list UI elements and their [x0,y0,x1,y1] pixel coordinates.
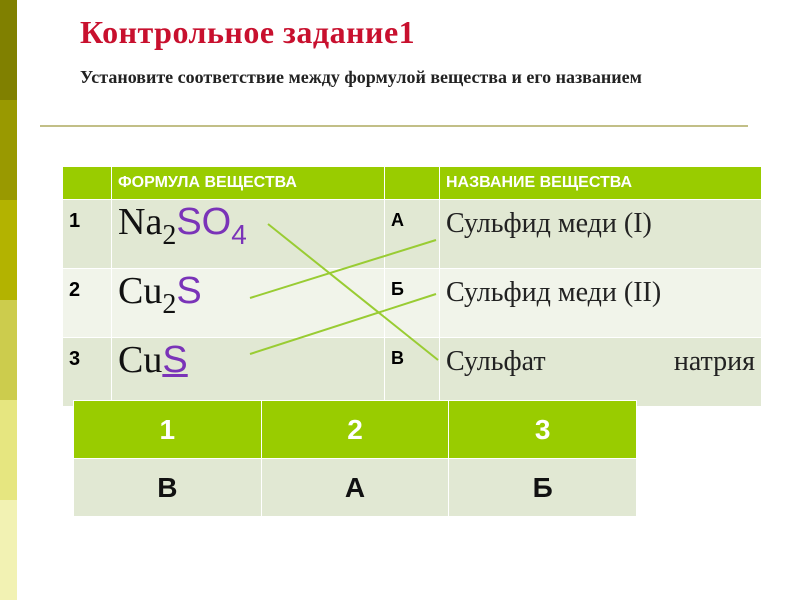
formula-subscript: 2 [162,220,177,251]
page-title: Контрольное задание1 [80,14,416,50]
answer-header-cell: 3 [449,401,637,459]
row-number: 1 [63,200,112,269]
header-name: НАЗВАНИЕ ВЕЩЕСТВА [440,167,762,200]
answer-header-cell: 2 [261,401,449,459]
formula-subscript: 2 [162,289,177,320]
substance-name: Сульфат натрия [440,338,762,407]
formula-part: Na [118,201,163,243]
answer-header [74,401,637,459]
answer-cell: В [74,459,262,517]
answer-cell: А [261,459,449,517]
match-line-3-b [250,294,436,354]
formula-subscript: 4 [231,219,247,250]
row-letter: В [385,338,440,407]
formula-part: Cu [118,270,163,312]
substance-name: Сульфид меди (II) [440,269,762,338]
row-number: 2 [63,269,112,338]
row-letter: Б [385,269,440,338]
formula-part: S [162,339,188,381]
substance-name: Сульфид меди (I) [440,200,762,269]
header-formula: ФОРМУЛА ВЕЩЕСТВА [112,167,385,200]
formula-part: SO [176,201,232,243]
formula-part: S [176,270,202,312]
task-instruction: Установите соответствие между формулой вещества и его названием [80,67,642,87]
row-letter: А [385,200,440,269]
answer-row [74,459,637,517]
answer-cell: Б [449,459,637,517]
answer-table [73,400,637,517]
answer-header-cell: 1 [74,401,262,459]
formula-part: Cu [118,339,163,381]
match-line-2-a [250,240,436,298]
row-number: 3 [63,338,112,407]
